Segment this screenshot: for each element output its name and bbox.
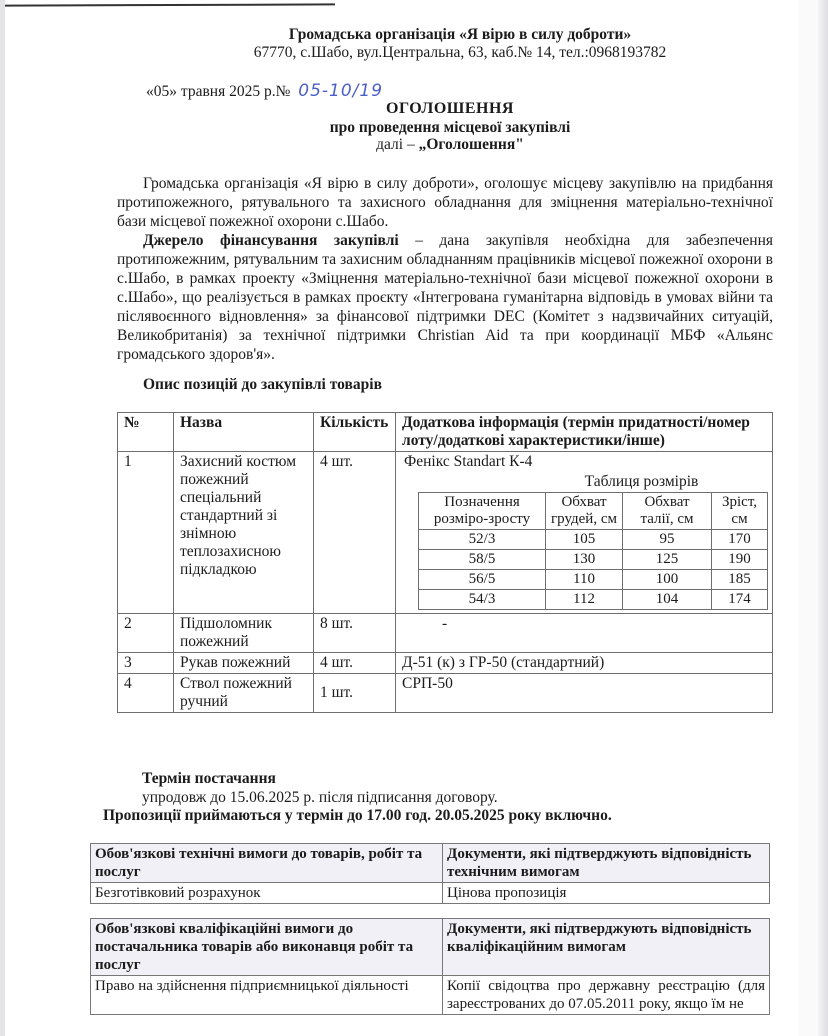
date-label: «05» травня 2025 р.№ [146, 83, 291, 100]
size-row: 54/3 112 104 174 [419, 590, 768, 610]
handwritten-doc-number: 05-10/19 [298, 81, 384, 101]
tech-requirements-header: Обов'язкові технічні вимоги до товарів, робіт та послуг Документи, які підтверджують відповідність технічним вимогам [91, 844, 770, 883]
col-additional-info: Додаткова інформація (термін придатності/номер лоту/додаткові характеристики/інше) [396, 413, 773, 452]
qualification-requirements-table [90, 918, 770, 1015]
col-name: Назва [174, 413, 314, 452]
org-name: Громадська організація «Я вірю в силу доброти» [288, 26, 632, 43]
table-row: Право на здійснення підприємницької діяльності Копії свідоцтва про державну реєстрацію (для зареєстрованих до 07.05.2011 року, якщо їм не [91, 976, 770, 1015]
date-line [146, 81, 383, 101]
size-row: 56/5 110 100 185 [419, 570, 768, 590]
delivery-heading: Термін постачання [142, 770, 276, 787]
items-heading: Опис позицій до закупівлі товарів [143, 376, 382, 393]
page-left-edge [0, 0, 5, 1036]
document-title: ОГОЛОШЕННЯ [386, 100, 514, 117]
funding-label: Джерело фінансування закупівлі [143, 232, 399, 249]
table-row: Безготівковий розрахунок Цінова пропозиція [91, 883, 770, 904]
col-quantity: Кількість [314, 413, 396, 452]
qualification-requirements-header: Обов'язкові кваліфікаційні вимоги до постачальника товарів або виконавця робіт та послуг Документи, які підтверджують відповідність кваліфікаційним вимогам [91, 919, 770, 976]
tech-requirements-table [90, 843, 770, 904]
size-table-header: Позначення розміро-зросту Обхват грудей, см Обхват талії, см Зріст, см [419, 493, 768, 530]
page-right-shadow [798, 0, 818, 1036]
delivery-text: упродовж до 15.06.2025 р. після підписання договору. [142, 789, 498, 806]
col-number: № [118, 413, 174, 452]
intro-paragraph: Громадська організація «Я вірю в силу доброти», оголошує місцеву закупівлю на придбання протипожежного, рятувального та захисного обладнання для зміцнення матеріально-технічної бази місцевої пожежної охорони с.Шабо. [117, 175, 773, 230]
items-table [117, 412, 773, 713]
funding-paragraph: Джерело фінансування закупівлі – дана закупівля необхідна для забезпечення протипожежним, рятувальним та захисним обладнанням працівників місцевої пожежної охорони в с.Шабо, в рамках проекту «Зміцнення матеріально-технічної бази місцевої пожежної охорони в с.Шабо», що реалізується в рамках проєкту «Інтегрована гуманітарна відповідь в умовах війни та післявоєнного відновлення» за фінансової підтримки DEC (Комітет з надзвичайних ситуацій, Великобританія) за технічної підтримки Christian Aid та при координації МБФ «Альянс громадського здоров'я». [117, 232, 773, 363]
submission-deadline: Пропозиції приймаються у термін до 17.00 год. 20.05.2025 року включно. [103, 807, 612, 824]
table-row: 4 Ствол пожежний ручний 1 шт. СРП-50 [118, 674, 773, 713]
size-row: 52/3 105 95 170 [419, 530, 768, 550]
items-table-header [118, 413, 773, 452]
document-subtitle-2: далі – „Оголошення" [376, 136, 524, 153]
document-subtitle: про проведення місцевої закупівлі [329, 119, 571, 136]
page-top-edge-line [5, 3, 335, 6]
table-row: 2 Підшоломник пожежний 8 шт. - [118, 614, 773, 653]
size-table-caption: Таблиця розмірів [584, 473, 699, 490]
table-row: 1 Захисний костюм пожежний спеціальний стандартний зі знімною теплозахисною підкладкою 4 шт. Фенікс Standart К-4 Таблиця розмірів Позначення розміро-зросту Обхват грудей, см Обхват талії, см Зріст, см 52/3 105 95 170 58/5 130 125 190 56/5 110 100 185 54/3 112 104 174 [118, 452, 773, 614]
size-table [418, 492, 768, 610]
page-right-edge [818, 0, 828, 1036]
size-row: 58/5 130 125 190 [419, 550, 768, 570]
org-address: 67770, с.Шабо, вул.Центральна, 63, каб.№ 14, тел.:0968193782 [253, 44, 667, 61]
table-row: 3 Рукав пожежний 4 шт. Д-51 (к) з ГР-50 (стандартний) [118, 653, 773, 674]
